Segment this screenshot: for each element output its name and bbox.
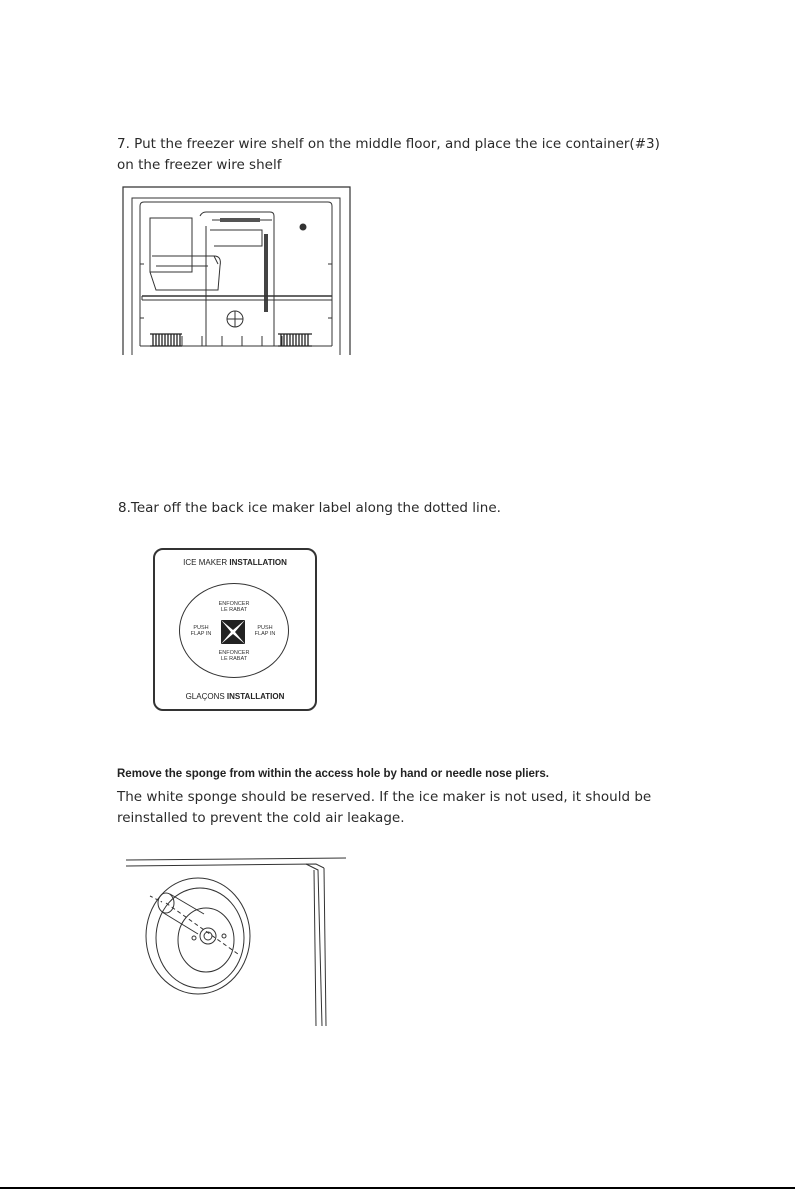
label-tear-circle [179,583,289,678]
ice-maker-label-illustration [153,548,317,711]
left-tab-text: PUSH FLAP IN [190,625,212,637]
remove-sponge-heading: Remove the sponge from within the access hole by hand or needle nose pliers. [117,768,549,780]
page-footer-rule [0,1187,795,1189]
bottom-tab-text: ENFONCER LE RABAT [218,650,250,662]
label-header-plain: ICE MAKER [183,558,230,567]
step-8-instruction: 8.Tear off the back ice maker label along the dotted line. [118,500,501,516]
right-tab-text: PUSH FLAP IN [254,625,276,637]
label-header-bold: INSTALLATION [229,558,287,567]
freezer-wire-shelf-illustration [122,186,352,356]
step-7-instruction: 7. Put the freezer wire shelf on the middle floor, and place the ice container(#3) on the freezer wire shelf [117,136,660,173]
top-tab-text: ENFONCER LE RABAT [218,601,250,613]
label-footer [155,692,315,701]
label-header [155,558,315,567]
label-footer-plain: GLAÇONS [185,692,227,701]
sponge-note-text: The white sponge should be reserved. If the ice maker is not used, it should be reinstalled to prevent the cold air leakage. [117,789,652,826]
access-hole-illustration [126,856,350,1028]
x-cut-icon [221,620,245,644]
ice-maker-label-card [153,548,317,711]
label-footer-bold: INSTALLATION [226,692,285,701]
